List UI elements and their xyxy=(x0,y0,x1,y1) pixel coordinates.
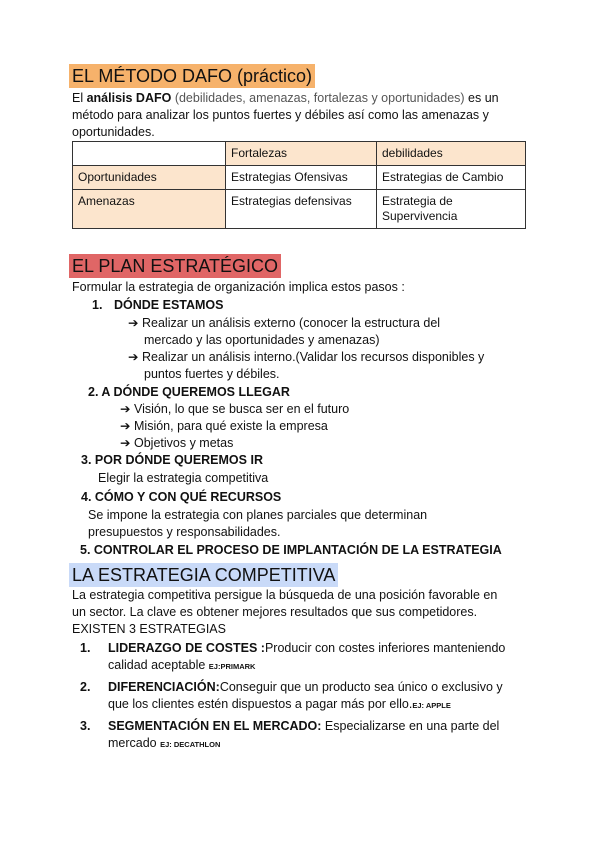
list-item: ➔ Objetivos y metas xyxy=(120,436,234,450)
table-header: Fortalezas xyxy=(226,142,377,166)
arrow-icon: ➔ xyxy=(120,419,131,433)
step5-heading: 5. CONTROLAR EL PROCESO DE IMPLANTACIÓN DE LA ESTRATEGIA xyxy=(80,543,502,557)
dafo-title: EL MÉTODO DAFO (práctico) xyxy=(69,64,315,88)
list-item: 3. SEGMENTACIÓN EN EL MERCADO: Especializarse en una parte del mercado EJ: DECATHLON xyxy=(80,719,500,750)
table-row xyxy=(73,190,526,229)
table-cell: Estrategias defensivas xyxy=(226,190,377,229)
step3-text: Elegir la estrategia competitiva xyxy=(98,471,269,485)
list-item: 2. DIFERENCIACIÓN:Conseguir que un producto sea único o exclusivo y que los clientes estén dispuestos a pagar más por ello.EJ: APPLE xyxy=(80,680,503,711)
list-item: 1. LIDERAZGO DE COSTES :Producir con costes inferiores manteniendo calidad aceptable EJ:PRIMARK xyxy=(80,641,506,672)
plan-title: EL PLAN ESTRATÉGICO xyxy=(69,254,281,278)
plan-intro: Formular la estrategia de organización implica estos pasos : xyxy=(72,280,405,294)
step1-heading: 1. DÓNDE ESTAMOS xyxy=(92,298,224,312)
step2-bullets xyxy=(120,401,349,452)
table-row-header: Oportunidades xyxy=(73,166,226,190)
step1-bullets xyxy=(128,315,528,383)
table-row xyxy=(73,166,526,190)
arrow-icon: ➔ xyxy=(120,402,131,416)
list-item: ➔ Misión, para qué existe la empresa xyxy=(120,419,328,433)
list-item: ➔ Realizar un análisis externo (conocer la estructura del xyxy=(128,316,441,330)
arrow-icon: ➔ xyxy=(128,350,139,364)
list-item-cont: mercado y las oportunidades y amenazas) xyxy=(144,333,380,347)
table-cell: Estrategias de Cambio xyxy=(377,166,526,190)
step4-heading: 4. CÓMO Y CON QUÉ RECURSOS xyxy=(81,490,282,504)
list-item: ➔ Realizar un análisis interno.(Validar los recursos disponibles y xyxy=(128,350,485,364)
step3-heading: 3. POR DÓNDE QUEREMOS IR xyxy=(81,453,263,467)
step4-text: Se impone la estrategia con planes parciales que determinan presupuestos y responsabilidades. xyxy=(88,508,428,539)
table-row-header: Amenazas xyxy=(73,190,226,229)
strategy-list xyxy=(80,640,550,753)
table-cell xyxy=(73,142,226,166)
step2-heading: 2. A DÓNDE QUEREMOS LLEGAR xyxy=(88,385,290,399)
table-header: debilidades xyxy=(377,142,526,166)
dafo-intro: El análisis DAFO (debilidades, amenazas, fortalezas y oportunidades) es un método para analizar los puntos fuertes y débiles así como las amenazas y oportunidades. xyxy=(72,91,499,139)
list-item: ➔ Visión, lo que se busca ser en el futuro xyxy=(120,402,350,416)
dafo-table xyxy=(72,141,526,229)
table-row xyxy=(73,142,526,166)
table-cell: Estrategias Ofensivas xyxy=(226,166,377,190)
competitiva-title: LA ESTRATEGIA COMPETITIVA xyxy=(69,563,338,587)
arrow-icon: ➔ xyxy=(120,436,131,450)
table-cell: Estrategia de Supervivencia xyxy=(377,190,526,229)
arrow-icon: ➔ xyxy=(128,316,139,330)
list-item-cont: puntos fuertes y débiles. xyxy=(144,367,280,381)
competitiva-intro: La estrategia competitiva persigue la búsqueda de una posición favorable en un sector. La clave es obtener mejores resultados que sus competidores. EXISTEN 3 ESTRATEGIAS xyxy=(72,588,498,636)
